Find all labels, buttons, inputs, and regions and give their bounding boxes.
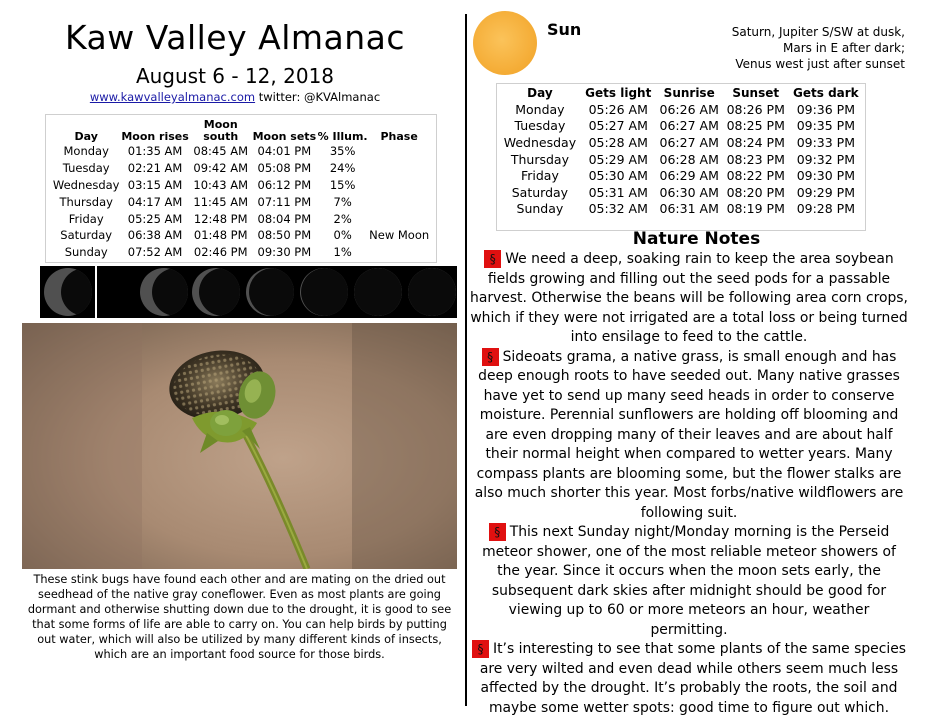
moon-phase-icon [140,268,188,316]
moon-table-row [52,177,430,194]
sun-icon [473,11,537,75]
sun-label: Sun [547,20,582,39]
moon-table-cell: 0% [333,228,352,243]
sun-table-row [499,134,863,151]
moon-table-cell: 04:17 AM [127,194,183,209]
sun-header-gets-dark: Gets dark [793,86,859,100]
sun-table-cell: 08:23 PM [726,151,785,167]
moon-table-cell: 2% [333,211,352,226]
section-bullet-icon: § [484,250,501,268]
moon-phase-icon [44,268,92,316]
moon-table-cell [368,244,430,261]
moon-table-cell: 05:08 PM [257,161,312,176]
moon-table-cell: 05:25 AM [127,211,183,226]
sun-table-cell: 08:19 PM [726,201,785,217]
moon-table-row [52,193,430,210]
moon-table-cell [368,160,430,177]
sun-table-cell: 08:24 PM [726,134,785,150]
nature-note-text: We need a deep, soaking rain to keep the area soybean fields growing and filling out the seed pods for a passable harvest. Otherwise the beans will be following area corn crops, which if they were not irrigated are a total loss or being turned into ensilage to feed to the cattle. [470,251,908,345]
moon-header-rises: Moon rises [121,130,189,143]
moon-header-south: Moon south [203,118,239,143]
moon-table-cell: 06:12 PM [257,177,312,192]
moon-table-cell: 04:01 PM [257,144,312,159]
moon-table-cell: Monday [63,144,109,159]
moon-table-cell [368,210,430,227]
moon-table-row [52,160,430,177]
moon-header-sets: Moon sets [252,130,317,143]
sun-table-cell: 05:30 AM [588,168,648,184]
header-links [0,90,470,104]
moon-table-row [52,143,430,160]
moon-table-cell: 10:43 AM [193,177,249,192]
moon-table-cell: 7% [333,194,352,209]
coneflower-photo [22,323,457,569]
moon-header-day: Day [74,130,98,143]
moon-table-cell: 15% [329,177,356,192]
nature-notes-body [470,250,908,718]
moon-table-cell: Tuesday [62,161,110,176]
moon-table-cell: 01:35 AM [127,144,183,159]
moon-table-cell: Sunday [64,245,108,260]
moon-phase-icon [246,268,294,316]
sun-table-cell: 05:32 AM [588,201,648,217]
planet-line: Venus west just after sunset [735,57,905,71]
sun-header-gets-light: Gets light [585,86,652,100]
section-bullet-icon: § [482,348,499,366]
sun-table-cell: 08:25 PM [726,118,785,134]
photo-illustration [22,323,457,569]
moon-phase-icon [192,268,240,316]
moon-table-box [45,114,437,263]
moon-table-cell: 06:38 AM [127,228,183,243]
moon-phase-icon [300,268,348,316]
sun-header-day: Day [527,86,553,100]
moon-table-row [52,244,430,261]
moon-table-cell: 35% [329,144,356,159]
sun-table-cell: 06:27 AM [659,118,719,134]
sun-table-cell: 08:22 PM [726,168,785,184]
moon-table [52,115,430,261]
sun-table-cell: 06:27 AM [659,134,719,150]
sun-table-cell: 06:26 AM [659,101,719,117]
planet-line: Mars in E after dark; [783,41,905,55]
sun-table-cell: 05:29 AM [588,151,648,167]
moon-table-cell: Saturday [60,228,113,243]
moon-table-cell: 08:45 AM [193,144,249,159]
sun-header-sunrise: Sunrise [663,86,715,100]
planet-line: Saturn, Jupiter S/SW at dusk, [731,25,905,39]
sun-table-row [499,184,863,201]
moon-table-cell: 09:30 PM [257,245,312,260]
moon-table-row [52,210,430,227]
sun-table-cell: Friday [520,168,559,184]
nature-notes-title: Nature Notes [632,229,761,249]
sun-table-cell: Tuesday [514,118,566,134]
column-divider [465,14,467,706]
sun-table-cell: 05:31 AM [588,184,648,200]
moon-table-cell: 12:48 PM [193,211,248,226]
moon-table-row [52,227,430,244]
section-bullet-icon: § [472,640,489,658]
sun-table [499,85,863,217]
sun-table-cell: 05:27 AM [588,118,648,134]
sun-table-cell: 09:29 PM [796,184,856,200]
twitter-handle: twitter: @KVAlmanac [258,90,381,104]
website-link[interactable]: www.kawvalleyalmanac.com [89,90,256,104]
sun-table-cell: 09:30 PM [796,168,856,184]
planet-visibility [640,24,905,72]
sun-table-cell: 09:33 PM [796,134,856,150]
moon-table-cell: 08:50 PM [257,228,312,243]
nature-note [470,348,908,524]
sun-table-cell: 06:31 AM [659,201,719,217]
almanac-title: Kaw Valley Almanac [64,18,406,57]
moon-table-cell: 02:46 PM [193,245,248,260]
moon-table-cell: 1% [333,245,352,260]
sun-table-row [499,201,863,218]
sun-table-cell: 06:28 AM [659,151,719,167]
moon-table-cell [368,193,430,210]
moon-table-cell: 08:04 PM [257,211,312,226]
sun-table-cell: 06:30 AM [659,184,719,200]
moon-phase-icon [354,268,402,316]
moon-table-cell: Thursday [59,194,113,209]
nature-note-text: Sideoats grama, a native grass, is small enough and has deep enough roots to have seeded out. Many native grasses have yet to send up many seed heads in order to conserve moisture. Perennial sunflowers are holding off blooming and are even dropping many of their leaves and are about half their normal height when compared to wetter years. Many compass plants are blooming some, but the flower stalks are also much shorter this year. Most forbs/native wildflowers are following suit. [474,348,904,521]
moon-table-cell [368,177,430,194]
sun-table-cell: Wednesday [503,134,577,150]
sun-table-row [499,167,863,184]
sun-table-cell: 08:26 PM [726,101,785,117]
moon-header-phase: Phase [380,130,418,143]
sun-table-cell: 09:35 PM [796,118,856,134]
sun-table-cell: 09:28 PM [796,201,856,217]
sun-table-cell: Monday [515,101,565,117]
phase-strip-divider [95,266,97,318]
moon-phase-icon [408,268,456,316]
moon-table-cell: 01:48 PM [193,228,248,243]
sun-table-cell: 08:20 PM [726,184,785,200]
sun-table-cell: 05:28 AM [588,134,648,150]
sun-table-cell: 05:26 AM [588,101,648,117]
sun-table-box [496,83,866,231]
nature-note [470,250,908,348]
sun-table-cell: 09:36 PM [796,101,856,117]
moon-table-cell [368,143,430,160]
moon-phase-strip [40,266,457,318]
sun-table-row [499,101,863,118]
date-range: August 6 - 12, 2018 [135,64,335,88]
moon-table-cell: 02:21 AM [127,161,183,176]
sun-table-row [499,151,863,168]
moon-table-cell: Wednesday [52,177,120,192]
sun-table-cell: 06:29 AM [659,168,719,184]
nature-note [470,523,908,640]
moon-table-cell: New Moon [369,228,430,243]
sun-table-cell: Sunday [516,201,564,217]
moon-table-cell: Friday [68,211,104,226]
photo-caption: These stink bugs have found each other and are mating on the dried out seedhead of the native gray coneflower. Even as most plants are going dormant and otherwise shutting down due to the drought, it is good to see that some forms of life are able to carry on. You can help birds by putting out water, which will also be utilized by many different kinds of insects, which are an important food source for those birds. [27,573,452,661]
moon-table-cell: 09:42 AM [193,161,249,176]
moon-table-cell: 11:45 AM [193,194,249,209]
moon-table-cell: 07:52 AM [127,245,183,260]
sun-table-cell: Thursday [510,151,569,167]
nature-note-text: It’s interesting to see that some plants of the same species are very wilted and even dead while others seem much less affected by the drought. It’s probably the roots, the soil and maybe some wetter spots: good time to figure out which. [479,641,906,716]
moon-table-cell: 07:11 PM [257,194,312,209]
sun-header-sunset: Sunset [732,86,780,100]
moon-table-cell: 03:15 AM [127,177,183,192]
nature-note-text: This next Sunday night/Monday morning is the Perseid meteor shower, one of the most reliable meteor showers of the year. Since it occurs when the moon sets early, the subsequent dark skies after midnight should be good for viewing up to 60 or more meteors an hour, weather permitting. [482,524,896,638]
sun-table-cell: Saturday [511,184,569,200]
nature-note [470,640,908,718]
section-bullet-icon: § [489,523,506,541]
moon-header-illum: % Illum. [317,130,368,143]
moon-table-cell: 24% [329,161,356,176]
sun-table-cell: 09:32 PM [796,151,856,167]
sun-table-row [499,118,863,135]
